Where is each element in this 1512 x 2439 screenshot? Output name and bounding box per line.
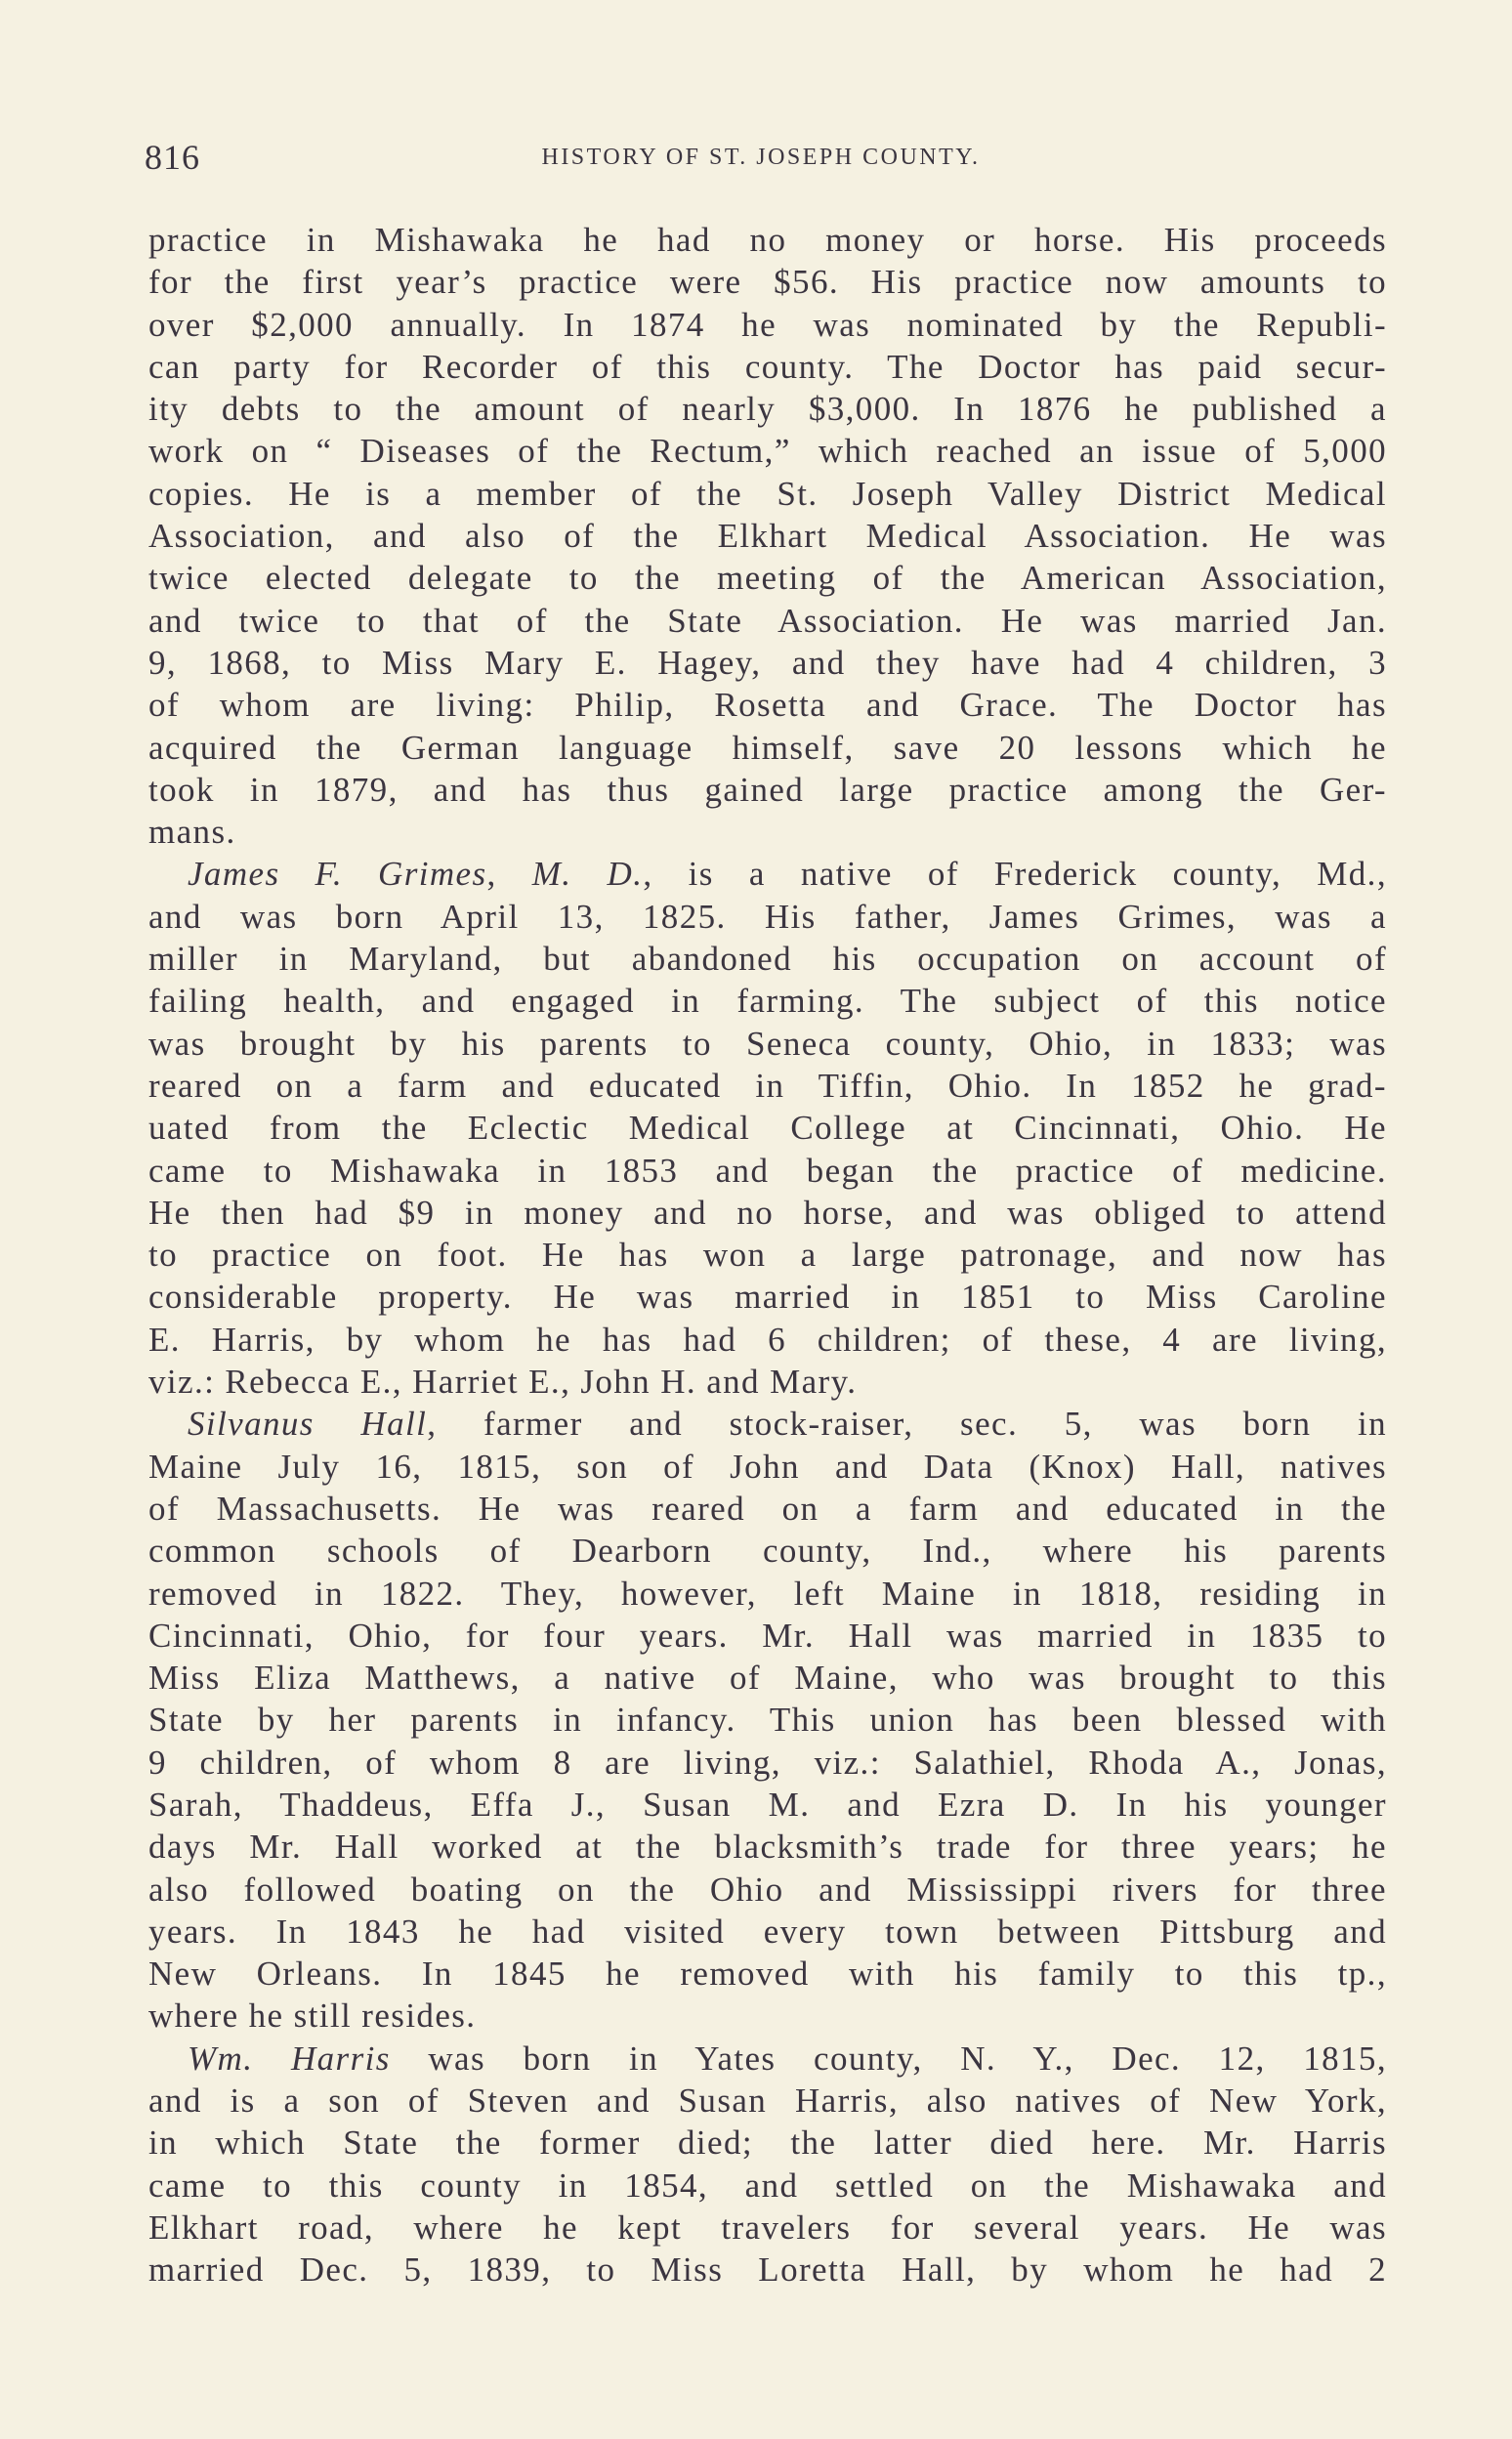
text-segment: , is a native of Frederick county, Md., xyxy=(643,855,1387,894)
text-line: failing health, and engaged in farming. The subject of this notice xyxy=(148,982,1387,1021)
text-line: and twice to that of the State Association. He was married Jan. xyxy=(148,601,1387,640)
subject-name: Wm. Harris xyxy=(188,2039,391,2078)
text-line: Miss Eliza Matthews, a native of Maine, who was brought to this xyxy=(148,1659,1387,1698)
text-line: miller in Maryland, but abandoned his occupation on account of xyxy=(148,940,1387,979)
text-line: New Orleans. In 1845 he removed with his family to this tp., xyxy=(148,1955,1387,1994)
page-body xyxy=(148,219,1387,2292)
text-line: Maine July 16, 1815, son of John and Data (Knox) Hall, natives xyxy=(148,1447,1387,1486)
text-line: married Dec. 5, 1839, to Miss Loretta Hall, by whom he had 2 xyxy=(148,2250,1387,2290)
text-line: days Mr. Hall worked at the blacksmith’s trade for three years; he xyxy=(148,1828,1387,1867)
text-line: can party for Recorder of this county. The Doctor has paid secur- xyxy=(148,347,1387,386)
text-line: E. Harris, by whom he has had 6 children; of these, 4 are living, xyxy=(148,1320,1387,1359)
text-line: reared on a farm and educated in Tiffin, Ohio. In 1852 he grad- xyxy=(148,1066,1387,1105)
text-segment: , farmer and stock-raiser, sec. 5, was born in xyxy=(427,1405,1387,1444)
text-line xyxy=(148,1403,1387,1445)
text-line: Sarah, Thaddeus, Effa J., Susan M. and Ezra D. In his younger xyxy=(148,1785,1387,1824)
text-line: ity debts to the amount of nearly $3,000. In 1876 he published a xyxy=(148,390,1387,429)
text-line: took in 1879, and has thus gained large practice among the Ger- xyxy=(148,770,1387,809)
text-line: came to this county in 1854, and settled on the Mishawaka and xyxy=(148,2166,1387,2205)
text-line: twice elected delegate to the meeting of the American Association, xyxy=(148,559,1387,598)
text-line: of Massachusetts. He was reared on a farm and educated in the xyxy=(148,1489,1387,1528)
text-line: removed in 1822. They, however, left Maine in 1818, residing in xyxy=(148,1574,1387,1613)
text-line: viz.: Rebecca E., Harriet E., John H. and Mary. xyxy=(148,1363,858,1402)
text-line: to practice on foot. He has won a large patronage, and now has xyxy=(148,1236,1387,1275)
running-title: HISTORY OF ST. JOSEPH COUNTY. xyxy=(541,145,981,170)
paragraph xyxy=(148,1403,1387,2037)
text-line: He then had $9 in money and no horse, and was obliged to attend xyxy=(148,1193,1387,1232)
text-line: acquired the German language himself, save 20 lessons which he xyxy=(148,728,1387,767)
text-line: also followed boating on the Ohio and Mississippi rivers for three xyxy=(148,1870,1387,1909)
text-line: work on “ Diseases of the Rectum,” which reached an issue of 5,000 xyxy=(148,432,1387,471)
text-line: came to Mishawaka in 1853 and began the practice of medicine. xyxy=(148,1151,1387,1190)
text-line: considerable property. He was married in 1851 to Miss Caroline xyxy=(148,1278,1387,1317)
text-line: and was born April 13, 1825. His father, James Grimes, was a xyxy=(148,897,1387,936)
text-line: for the first year’s practice were $56. His practice now amounts to xyxy=(148,263,1387,302)
subject-name: Silvanus Hall xyxy=(188,1405,428,1444)
text-line: mans. xyxy=(148,813,236,852)
text-line: common schools of Dearborn county, Ind., where his parents xyxy=(148,1532,1387,1571)
paragraph xyxy=(148,853,1387,1403)
text-line xyxy=(148,2038,1387,2080)
text-line: Cincinnati, Ohio, for four years. Mr. Hall was married in 1835 to xyxy=(148,1616,1387,1655)
text-segment: , xyxy=(486,855,532,894)
subject-name: M. D. xyxy=(531,855,644,894)
text-segment: was born in Yates county, N. Y., Dec. 12, 1815, xyxy=(390,2039,1387,2078)
text-line: was brought by his parents to Seneca county, Ohio, in 1833; was xyxy=(148,1024,1387,1063)
subject-name: James F. Grimes xyxy=(188,855,487,894)
text-line: Elkhart road, where he kept travelers for several years. He was xyxy=(148,2208,1387,2247)
text-line: and is a son of Steven and Susan Harris, also natives of New York, xyxy=(148,2082,1387,2121)
text-line: 9, 1868, to Miss Mary E. Hagey, and they have had 4 children, 3 xyxy=(148,643,1387,682)
text-line: years. In 1843 he had visited every town between Pittsburg and xyxy=(148,1912,1387,1951)
text-line: copies. He is a member of the St. Joseph Valley District Medical xyxy=(148,474,1387,513)
text-line: in which State the former died; the latter died here. Mr. Harris xyxy=(148,2124,1387,2163)
text-line: State by her parents in infancy. This union has been blessed with xyxy=(148,1701,1387,1740)
page-number: 816 xyxy=(145,138,200,177)
text-line: uated from the Eclectic Medical College at Cincinnati, Ohio. He xyxy=(148,1109,1387,1148)
text-line: 9 children, of whom 8 are living, viz.: Salathiel, Rhoda A., Jonas, xyxy=(148,1743,1387,1782)
text-line: Association, and also of the Elkhart Medical Association. He was xyxy=(148,517,1387,556)
text-line xyxy=(148,853,1387,895)
text-line: practice in Mishawaka he had no money or horse. His proceeds xyxy=(148,221,1387,259)
paragraph xyxy=(148,219,1387,853)
text-line: over $2,000 annually. In 1874 he was nominated by the Republi- xyxy=(148,305,1387,344)
paragraph xyxy=(148,2038,1387,2292)
text-line: where he still resides. xyxy=(148,1997,477,2036)
text-line: of whom are living: Philip, Rosetta and Grace. The Doctor has xyxy=(148,686,1387,725)
